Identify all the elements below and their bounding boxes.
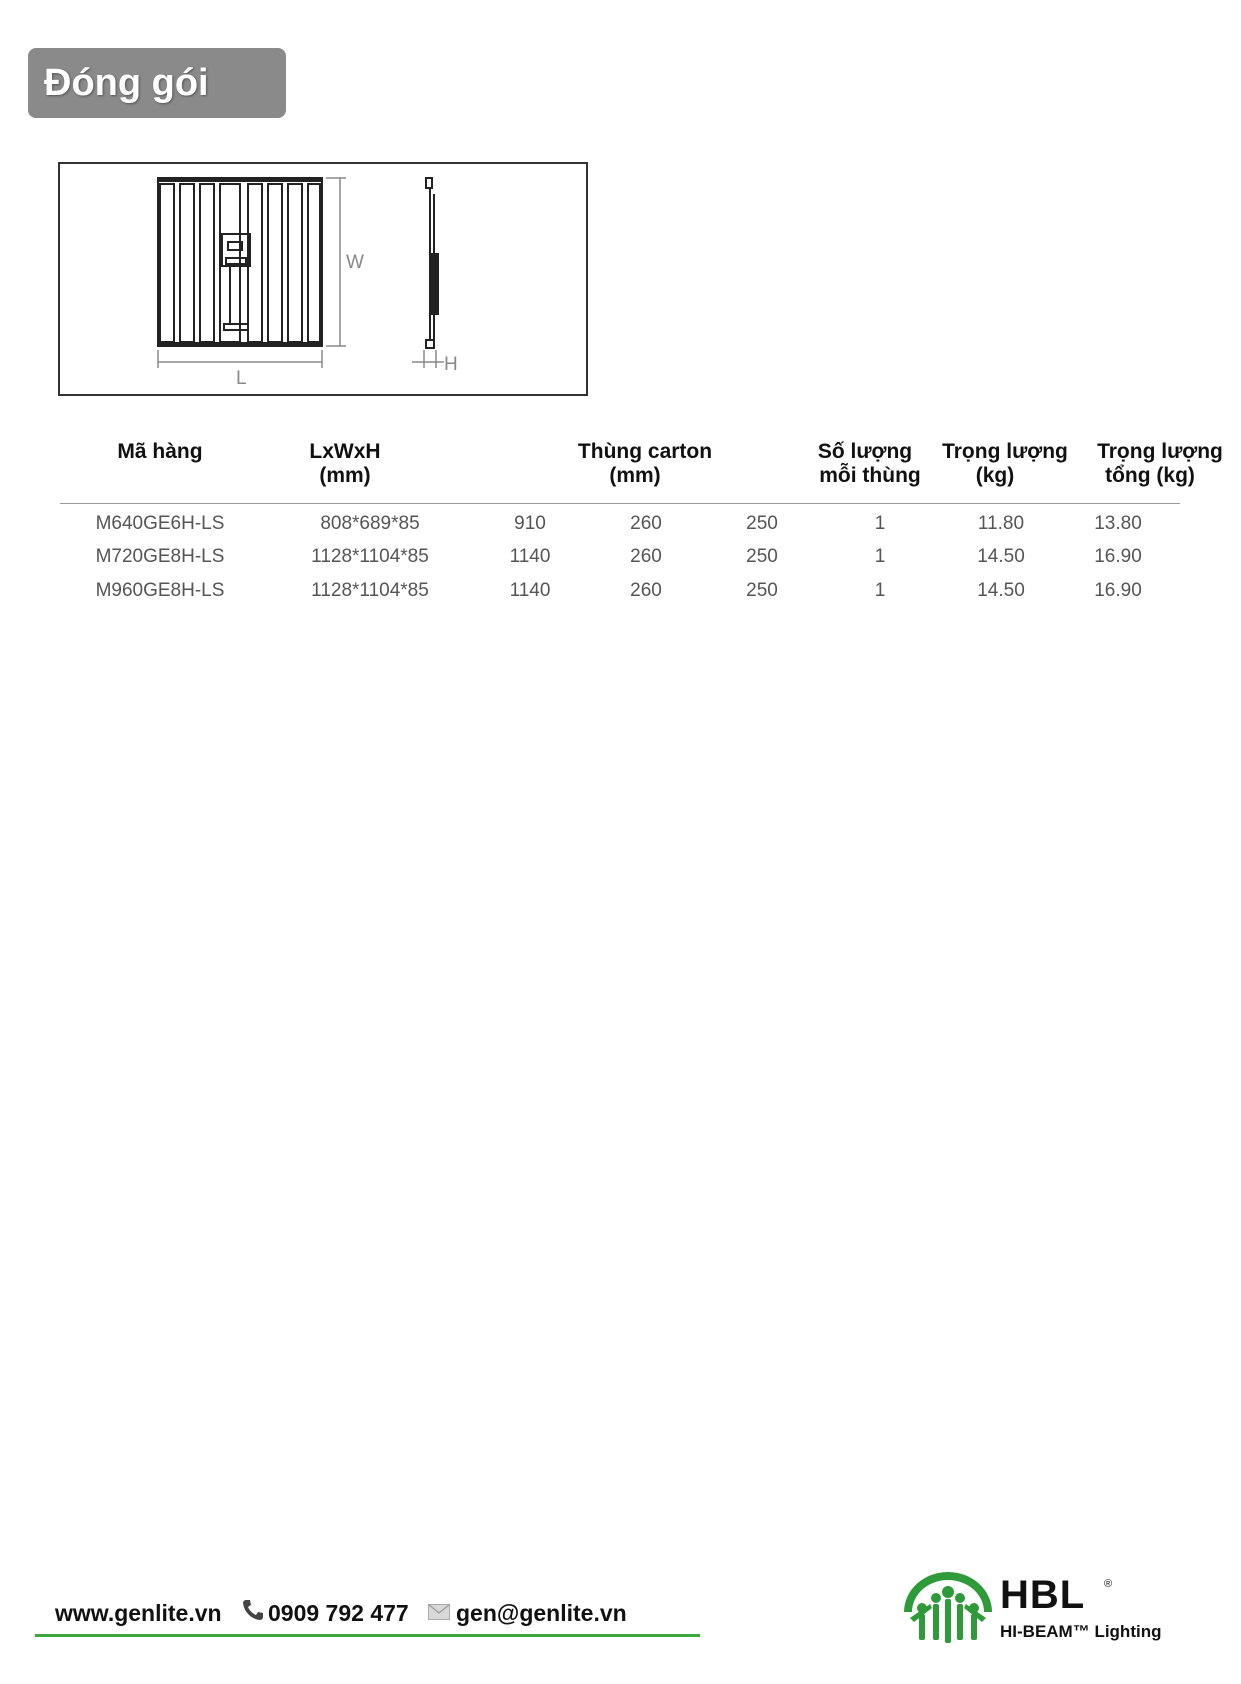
cell-size: 1128*1104*85 (311, 546, 429, 567)
logo-brand: HBL (1000, 1573, 1086, 1617)
header-size: LxWxH (mm) (309, 440, 381, 487)
header-qty: Số lượng mỗi thùng (817, 440, 921, 487)
section-title: Đóng gói (28, 48, 286, 118)
l-dimension-line (158, 350, 322, 368)
cell-qty: 1 (874, 513, 886, 534)
cell-weight: 14.50 (977, 546, 1025, 567)
side-view (426, 178, 438, 348)
cell-gross: 16.90 (1094, 580, 1142, 601)
cell-gross: 13.80 (1094, 513, 1142, 534)
logo-tagline: HI-BEAM™ Lighting (1000, 1622, 1162, 1641)
footer-email[interactable]: gen@genlite.vn (456, 1600, 627, 1626)
w-label: W (346, 252, 364, 273)
cell-size: 1128*1104*85 (311, 580, 429, 601)
cell-carton-h: 250 (746, 513, 778, 534)
cell-carton-w: 260 (630, 513, 662, 534)
dimension-drawing (60, 164, 586, 394)
header-code: Mã hàng (117, 440, 203, 463)
cell-carton-l: 1140 (509, 546, 551, 567)
cell-carton-h: 250 (746, 546, 778, 567)
header-weight: Trọng lượng (kg) (942, 440, 1068, 487)
cell-gross: 16.90 (1094, 546, 1142, 567)
w-dimension-line (326, 178, 346, 346)
footer-divider (35, 1634, 700, 1637)
cell-qty: 1 (874, 546, 886, 567)
cell-carton-w: 260 (630, 546, 662, 567)
cell-carton-h: 250 (746, 580, 778, 601)
logo-registered-mark: ® (1104, 1578, 1113, 1590)
h-dimension-line (412, 350, 444, 368)
footer-website[interactable]: www.genlite.vn (55, 1600, 222, 1626)
cell-weight: 11.80 (977, 513, 1025, 534)
cell-weight: 14.50 (977, 580, 1025, 601)
footer-phone[interactable]: 0909 792 477 (268, 1600, 409, 1626)
cell-carton-l: 1140 (509, 580, 551, 601)
cell-code: M960GE8H-LS (95, 580, 225, 601)
h-label: H (444, 354, 458, 375)
header-divider (60, 503, 1180, 504)
cell-qty: 1 (874, 580, 886, 601)
mail-icon (428, 1604, 450, 1620)
product-dimension-diagram (58, 162, 588, 396)
header-carton: Thùng carton (mm) (577, 440, 713, 487)
front-view (158, 178, 322, 346)
l-label: L (236, 368, 247, 389)
cell-carton-w: 260 (630, 580, 662, 601)
cell-code: M640GE6H-LS (95, 513, 225, 534)
cell-size: 808*689*85 (320, 513, 420, 534)
cell-carton-l: 910 (514, 513, 546, 534)
hbl-logo-icon (900, 1568, 996, 1650)
cell-code: M720GE8H-LS (95, 546, 225, 567)
phone-icon (241, 1598, 265, 1622)
header-gross: Trọng lượng tổng (kg) (1097, 440, 1223, 487)
